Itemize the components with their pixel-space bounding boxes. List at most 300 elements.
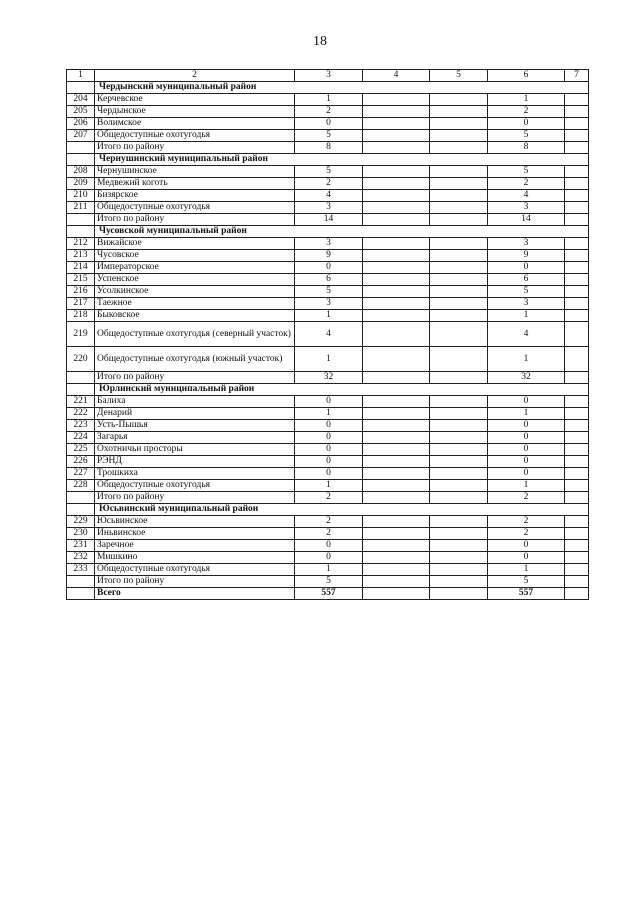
empty-cell	[363, 190, 430, 202]
empty-cell	[430, 347, 488, 372]
value-col-3: 3	[295, 202, 363, 214]
district-name: Чернушинский муниципальный район	[95, 154, 589, 166]
empty-cell	[565, 250, 589, 262]
empty-cell	[565, 588, 589, 600]
district-total-row	[67, 214, 589, 226]
empty-cell	[363, 94, 430, 106]
table-row	[67, 347, 589, 372]
value-col-3: 5	[295, 286, 363, 298]
table-row	[67, 444, 589, 456]
value-col-3: 1	[295, 94, 363, 106]
quota-table-body	[67, 70, 589, 600]
empty-cell	[565, 552, 589, 564]
empty-cell	[363, 250, 430, 262]
empty-cell	[363, 347, 430, 372]
empty-cell	[363, 468, 430, 480]
empty-cell	[565, 238, 589, 250]
value-col-6: 2	[488, 106, 565, 118]
empty-cell	[565, 480, 589, 492]
column-number-header-row	[67, 70, 589, 82]
empty-cell	[430, 298, 488, 310]
row-number: 204	[67, 94, 95, 106]
empty-cell	[430, 552, 488, 564]
empty-cell	[565, 408, 589, 420]
value-col-6: 4	[488, 322, 565, 347]
empty-cell	[363, 310, 430, 322]
district-total-row	[67, 576, 589, 588]
hunting-ground-name: Бизярское	[95, 190, 295, 202]
empty-cell	[67, 142, 95, 154]
row-number: 233	[67, 564, 95, 576]
table-row	[67, 286, 589, 298]
district-name: Юсьвинский муниципальный район	[95, 504, 589, 516]
table-row	[67, 420, 589, 432]
empty-cell	[363, 444, 430, 456]
empty-cell	[565, 286, 589, 298]
empty-cell	[430, 322, 488, 347]
total-label: Итого по району	[95, 214, 295, 226]
hunting-ground-name: Балиха	[95, 396, 295, 408]
empty-cell	[363, 516, 430, 528]
row-number: 224	[67, 432, 95, 444]
value-col-6: 1	[488, 480, 565, 492]
row-number: 207	[67, 130, 95, 142]
table-row	[67, 528, 589, 540]
empty-cell	[363, 552, 430, 564]
value-col-6: 0	[488, 432, 565, 444]
empty-cell	[430, 396, 488, 408]
empty-cell	[430, 118, 488, 130]
table-row	[67, 250, 589, 262]
empty-cell	[430, 142, 488, 154]
empty-cell	[363, 322, 430, 347]
column-number: 4	[363, 70, 430, 82]
empty-cell	[565, 372, 589, 384]
row-number: 220	[67, 347, 95, 372]
table-row	[67, 396, 589, 408]
column-number: 2	[95, 70, 295, 82]
total-label: Итого по району	[95, 372, 295, 384]
total-col-3: 32	[295, 372, 363, 384]
empty-cell	[363, 372, 430, 384]
empty-cell	[67, 504, 95, 516]
empty-cell	[565, 468, 589, 480]
table-row	[67, 564, 589, 576]
table-row	[67, 274, 589, 286]
empty-cell	[430, 106, 488, 118]
empty-cell	[363, 214, 430, 226]
hunting-ground-name: Чернушинское	[95, 166, 295, 178]
empty-cell	[565, 432, 589, 444]
table-row	[67, 178, 589, 190]
table-row	[67, 238, 589, 250]
district-name: Юрлинский муниципальный район	[95, 384, 589, 396]
empty-cell	[430, 166, 488, 178]
value-col-6: 0	[488, 118, 565, 130]
value-col-6: 2	[488, 516, 565, 528]
value-col-6: 0	[488, 456, 565, 468]
empty-cell	[363, 118, 430, 130]
value-col-3: 2	[295, 528, 363, 540]
table-row	[67, 322, 589, 347]
value-col-3: 0	[295, 118, 363, 130]
hunting-ground-name: Усть-Пышья	[95, 420, 295, 432]
total-col-3: 14	[295, 214, 363, 226]
row-number: 217	[67, 298, 95, 310]
value-col-6: 2	[488, 178, 565, 190]
total-col-6: 2	[488, 492, 565, 504]
empty-cell	[565, 166, 589, 178]
district-header-row	[67, 82, 589, 94]
empty-cell	[565, 347, 589, 372]
table-row	[67, 468, 589, 480]
empty-cell	[430, 576, 488, 588]
hunting-ground-name: Чердынское	[95, 106, 295, 118]
value-col-6: 5	[488, 130, 565, 142]
empty-cell	[363, 420, 430, 432]
row-number: 229	[67, 516, 95, 528]
row-number: 212	[67, 238, 95, 250]
empty-cell	[430, 564, 488, 576]
table-row	[67, 130, 589, 142]
district-total-row	[67, 372, 589, 384]
total-label: Итого по району	[95, 142, 295, 154]
row-number: 211	[67, 202, 95, 214]
value-col-3: 5	[295, 166, 363, 178]
row-number: 223	[67, 420, 95, 432]
row-number: 225	[67, 444, 95, 456]
empty-cell	[363, 480, 430, 492]
hunting-ground-name: Общедоступные охотугодья	[95, 564, 295, 576]
empty-cell	[565, 528, 589, 540]
value-col-6: 1	[488, 347, 565, 372]
value-col-6: 0	[488, 468, 565, 480]
table-row	[67, 540, 589, 552]
row-number: 228	[67, 480, 95, 492]
empty-cell	[363, 576, 430, 588]
row-number: 232	[67, 552, 95, 564]
empty-cell	[67, 372, 95, 384]
empty-cell	[363, 588, 430, 600]
empty-cell	[565, 130, 589, 142]
row-number: 218	[67, 310, 95, 322]
value-col-6: 0	[488, 420, 565, 432]
row-number: 209	[67, 178, 95, 190]
hunting-ground-name: Общедоступные охотугодья	[95, 480, 295, 492]
hunting-ground-name: Успенское	[95, 274, 295, 286]
table-row	[67, 94, 589, 106]
hunting-ground-name: Загарья	[95, 432, 295, 444]
value-col-3: 2	[295, 106, 363, 118]
value-col-6: 0	[488, 444, 565, 456]
value-col-6: 3	[488, 202, 565, 214]
district-name: Чусовской муниципальный район	[95, 226, 589, 238]
value-col-3: 1	[295, 564, 363, 576]
hunting-ground-name: РЭНД	[95, 456, 295, 468]
hunting-ground-name: Волимское	[95, 118, 295, 130]
value-col-3: 4	[295, 190, 363, 202]
empty-cell	[363, 540, 430, 552]
empty-cell	[67, 82, 95, 94]
empty-cell	[430, 178, 488, 190]
value-col-3: 0	[295, 396, 363, 408]
total-col-3: 8	[295, 142, 363, 154]
empty-cell	[565, 190, 589, 202]
empty-cell	[565, 298, 589, 310]
table-row	[67, 202, 589, 214]
empty-cell	[363, 492, 430, 504]
hunting-ground-name: Общедоступные охотугодья (северный участок)	[95, 322, 295, 347]
empty-cell	[565, 492, 589, 504]
value-col-6: 9	[488, 250, 565, 262]
empty-cell	[430, 456, 488, 468]
empty-cell	[565, 178, 589, 190]
table-row	[67, 106, 589, 118]
empty-cell	[430, 588, 488, 600]
value-col-3: 2	[295, 516, 363, 528]
total-label: Итого по району	[95, 492, 295, 504]
empty-cell	[565, 274, 589, 286]
empty-cell	[363, 130, 430, 142]
value-col-6: 3	[488, 238, 565, 250]
hunting-ground-name: Заречное	[95, 540, 295, 552]
empty-cell	[430, 190, 488, 202]
value-col-3: 1	[295, 347, 363, 372]
district-header-row	[67, 226, 589, 238]
value-col-3: 0	[295, 540, 363, 552]
empty-cell	[565, 202, 589, 214]
empty-cell	[430, 408, 488, 420]
empty-cell	[565, 262, 589, 274]
column-number: 7	[565, 70, 589, 82]
empty-cell	[430, 468, 488, 480]
empty-cell	[363, 178, 430, 190]
empty-cell	[363, 238, 430, 250]
empty-cell	[430, 238, 488, 250]
table-row	[67, 480, 589, 492]
table-row	[67, 262, 589, 274]
hunting-ground-name: Керчевское	[95, 94, 295, 106]
empty-cell	[565, 564, 589, 576]
empty-cell	[430, 310, 488, 322]
table-row	[67, 456, 589, 468]
hunting-ground-name: Общедоступные охотугодья	[95, 202, 295, 214]
empty-cell	[565, 322, 589, 347]
empty-cell	[565, 516, 589, 528]
row-number: 210	[67, 190, 95, 202]
empty-cell	[430, 432, 488, 444]
empty-cell	[67, 226, 95, 238]
value-col-6: 0	[488, 540, 565, 552]
value-col-3: 1	[295, 310, 363, 322]
value-col-6: 5	[488, 166, 565, 178]
row-number: 215	[67, 274, 95, 286]
value-col-3: 0	[295, 420, 363, 432]
empty-cell	[430, 528, 488, 540]
grand-total-row	[67, 588, 589, 600]
value-col-6: 1	[488, 564, 565, 576]
total-col-3: 5	[295, 576, 363, 588]
hunting-ground-name: Трошкиха	[95, 468, 295, 480]
total-col-6: 8	[488, 142, 565, 154]
empty-cell	[430, 444, 488, 456]
hunting-ground-name: Вижайское	[95, 238, 295, 250]
table-row	[67, 310, 589, 322]
empty-cell	[565, 396, 589, 408]
value-col-3: 1	[295, 480, 363, 492]
value-col-6: 0	[488, 396, 565, 408]
empty-cell	[363, 142, 430, 154]
total-col-6: 5	[488, 576, 565, 588]
empty-cell	[565, 106, 589, 118]
value-col-3: 0	[295, 432, 363, 444]
empty-cell	[363, 274, 430, 286]
hunting-ground-name: Охотничьи просторы	[95, 444, 295, 456]
empty-cell	[363, 456, 430, 468]
row-number: 231	[67, 540, 95, 552]
empty-cell	[565, 142, 589, 154]
value-col-3: 0	[295, 468, 363, 480]
hunting-ground-name: Чусовское	[95, 250, 295, 262]
value-col-6: 0	[488, 262, 565, 274]
district-header-row	[67, 154, 589, 166]
empty-cell	[67, 492, 95, 504]
column-number: 5	[430, 70, 488, 82]
empty-cell	[363, 202, 430, 214]
empty-cell	[430, 130, 488, 142]
empty-cell	[430, 372, 488, 384]
grand-total-col-6: 557	[488, 588, 565, 600]
empty-cell	[565, 576, 589, 588]
hunting-ground-name: Иньвинское	[95, 528, 295, 540]
value-col-3: 5	[295, 130, 363, 142]
hunting-ground-name: Императорское	[95, 262, 295, 274]
column-number: 1	[67, 70, 95, 82]
empty-cell	[430, 250, 488, 262]
value-col-3: 0	[295, 444, 363, 456]
table-row	[67, 516, 589, 528]
row-number: 230	[67, 528, 95, 540]
empty-cell	[430, 274, 488, 286]
value-col-6: 3	[488, 298, 565, 310]
row-number: 216	[67, 286, 95, 298]
value-col-3: 3	[295, 238, 363, 250]
empty-cell	[430, 214, 488, 226]
value-col-3: 0	[295, 552, 363, 564]
table-row	[67, 432, 589, 444]
row-number: 227	[67, 468, 95, 480]
row-number: 205	[67, 106, 95, 118]
total-col-3: 2	[295, 492, 363, 504]
hunting-ground-name: Общедоступные охотугодья (южный участок)	[95, 347, 295, 372]
value-col-6: 1	[488, 310, 565, 322]
empty-cell	[565, 94, 589, 106]
empty-cell	[565, 310, 589, 322]
hunting-ground-name: Юсьвинское	[95, 516, 295, 528]
hunting-ground-name: Денарий	[95, 408, 295, 420]
value-col-3: 9	[295, 250, 363, 262]
grand-total-col-3: 557	[295, 588, 363, 600]
empty-cell	[363, 396, 430, 408]
empty-cell	[363, 286, 430, 298]
total-col-6: 14	[488, 214, 565, 226]
page-number: 18	[313, 34, 327, 49]
hunting-ground-name: Медвежий коготь	[95, 178, 295, 190]
hunting-ground-name: Быковское	[95, 310, 295, 322]
table-row	[67, 190, 589, 202]
column-number: 3	[295, 70, 363, 82]
total-col-6: 32	[488, 372, 565, 384]
empty-cell	[363, 106, 430, 118]
table-row	[67, 408, 589, 420]
district-total-row	[67, 492, 589, 504]
empty-cell	[565, 214, 589, 226]
total-label: Итого по району	[95, 576, 295, 588]
row-number: 208	[67, 166, 95, 178]
value-col-6: 1	[488, 408, 565, 420]
empty-cell	[430, 262, 488, 274]
table-row	[67, 166, 589, 178]
empty-cell	[363, 166, 430, 178]
value-col-6: 0	[488, 552, 565, 564]
row-number: 213	[67, 250, 95, 262]
empty-cell	[67, 154, 95, 166]
empty-cell	[67, 576, 95, 588]
empty-cell	[430, 492, 488, 504]
table-row	[67, 298, 589, 310]
grand-total-label: Всего	[95, 588, 295, 600]
value-col-3: 6	[295, 274, 363, 286]
row-number: 226	[67, 456, 95, 468]
row-number: 221	[67, 396, 95, 408]
hunting-ground-name: Усолкинское	[95, 286, 295, 298]
table-row	[67, 118, 589, 130]
quota-table	[66, 69, 589, 600]
district-header-row	[67, 504, 589, 516]
empty-cell	[430, 420, 488, 432]
empty-cell	[430, 540, 488, 552]
value-col-3: 3	[295, 298, 363, 310]
value-col-3: 0	[295, 262, 363, 274]
row-number: 219	[67, 322, 95, 347]
empty-cell	[67, 384, 95, 396]
row-number: 206	[67, 118, 95, 130]
empty-cell	[565, 420, 589, 432]
district-header-row	[67, 384, 589, 396]
value-col-6: 5	[488, 286, 565, 298]
empty-cell	[363, 432, 430, 444]
empty-cell	[565, 540, 589, 552]
empty-cell	[430, 202, 488, 214]
value-col-6: 2	[488, 528, 565, 540]
hunting-ground-name: Таежное	[95, 298, 295, 310]
row-number: 214	[67, 262, 95, 274]
column-number: 6	[488, 70, 565, 82]
hunting-ground-name: Мишкино	[95, 552, 295, 564]
empty-cell	[430, 94, 488, 106]
value-col-3: 2	[295, 178, 363, 190]
district-total-row	[67, 142, 589, 154]
empty-cell	[67, 214, 95, 226]
empty-cell	[430, 286, 488, 298]
empty-cell	[363, 262, 430, 274]
value-col-3: 1	[295, 408, 363, 420]
empty-cell	[430, 480, 488, 492]
value-col-3: 0	[295, 456, 363, 468]
empty-cell	[565, 118, 589, 130]
empty-cell	[363, 408, 430, 420]
table-row	[67, 552, 589, 564]
